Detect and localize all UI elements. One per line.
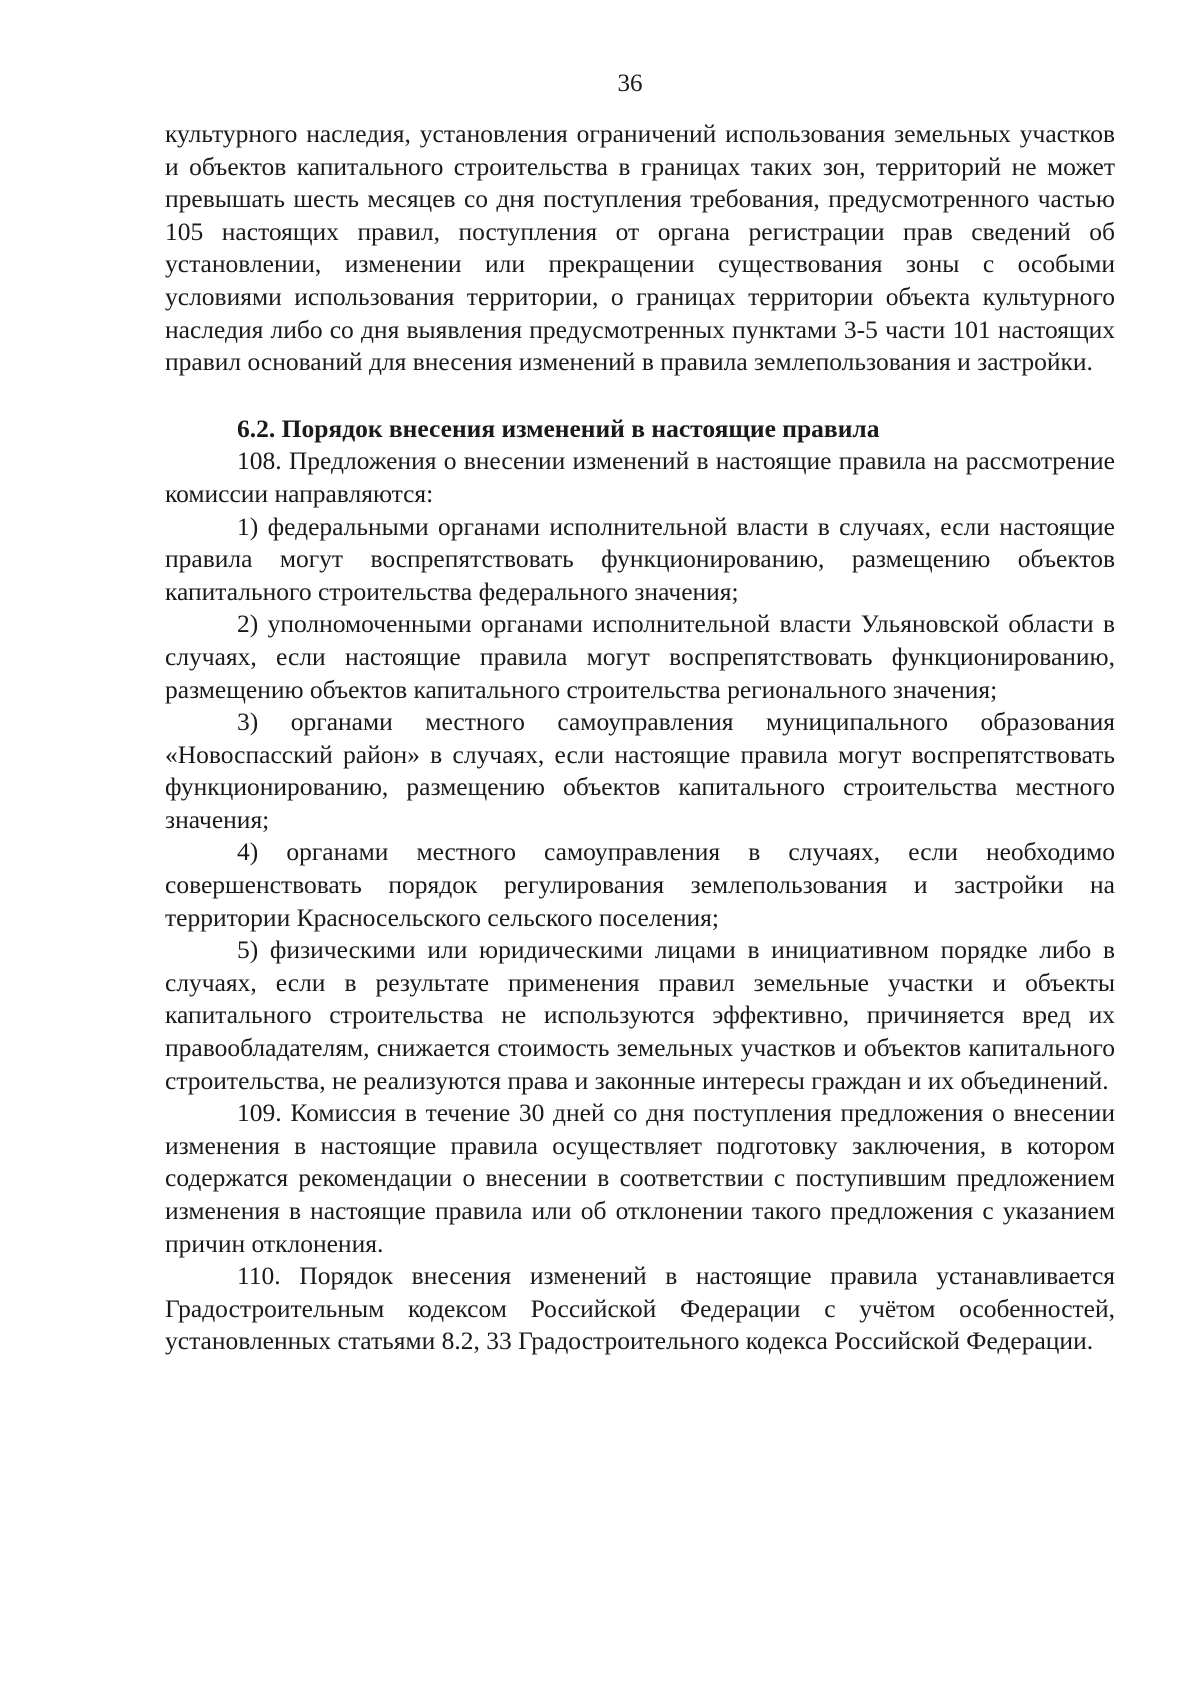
list-item-5: 5) физическими или юридическими лицами в инициативном порядке либо в случаях, если в результате применения правил земельные участки и объекты капитального строительства не используются эффективно, причиняется вред их правообладателям, снижается стоимость земельных участков и объектов капитального строительства, не реализуются права и законные интересы граждан и их объединений. bbox=[165, 935, 1115, 1095]
list-item-4: 4) органами местного самоуправления в случаях, если необходимо совершенствовать порядок регулирования землепользования и застройки на территории Красносельского сельского поселения; bbox=[165, 837, 1115, 932]
document-body bbox=[165, 118, 1115, 1358]
page-number: 36 bbox=[617, 70, 643, 97]
paragraph-108: 108. Предложения о внесении изменений в настоящие правила на рассмотрение комиссии направляются: bbox=[165, 446, 1115, 508]
paragraph-110: 110. Порядок внесения изменений в настоящие правила устанавливается Градостроительным кодексом Российской Федерации с учётом особенностей, установленных статьями 8.2, 33 Градостроительного кодекса Российской Федерации. bbox=[165, 1261, 1115, 1356]
list-item-3: 3) органами местного самоуправления муниципального образования «Новоспасский район» в случаях, если настоящие правила могут воспрепятствовать функционированию, размещению объектов капитального строительства местного значения; bbox=[165, 707, 1115, 834]
section-heading: 6.2. Порядок внесения изменений в настоящие правила bbox=[237, 413, 880, 443]
paragraph-continuation: культурного наследия, установления ограничений использования земельных участков и объектов капитального строительства в границах таких зон, территорий не может превышать шесть месяцев со дня поступления требования, предусмотренного частью 105 настоящих правил, поступления от органа регистрации прав сведений об установлении, изменении или прекращении существования зоны с особыми условиями использования территории, о границах территории объекта культурного наследия либо со дня выявления предусмотренных пунктами 3-5 части 101 настоящих правил оснований для внесения изменений в правила землепользования и застройки. bbox=[165, 119, 1115, 377]
list-item-2: 2) уполномоченными органами исполнительной власти Ульяновской области в случаях, если настоящие правила могут воспрепятствовать функционированию, размещению объектов капитального строительства регионального значения; bbox=[165, 609, 1115, 704]
paragraph-109: 109. Комиссия в течение 30 дней со дня поступления предложения о внесении изменения в настоящие правила осуществляет подготовку заключения, в котором содержатся рекомендации о внесении в соответствии с поступившим предложением изменения в настоящие правила или об отклонении такого предложения с указанием причин отклонения. bbox=[165, 1098, 1115, 1258]
list-item-1: 1) федеральными органами исполнительной власти в случаях, если настоящие правила могут воспрепятствовать функционированию, размещению объектов капитального строительства федерального значения; bbox=[165, 511, 1115, 606]
